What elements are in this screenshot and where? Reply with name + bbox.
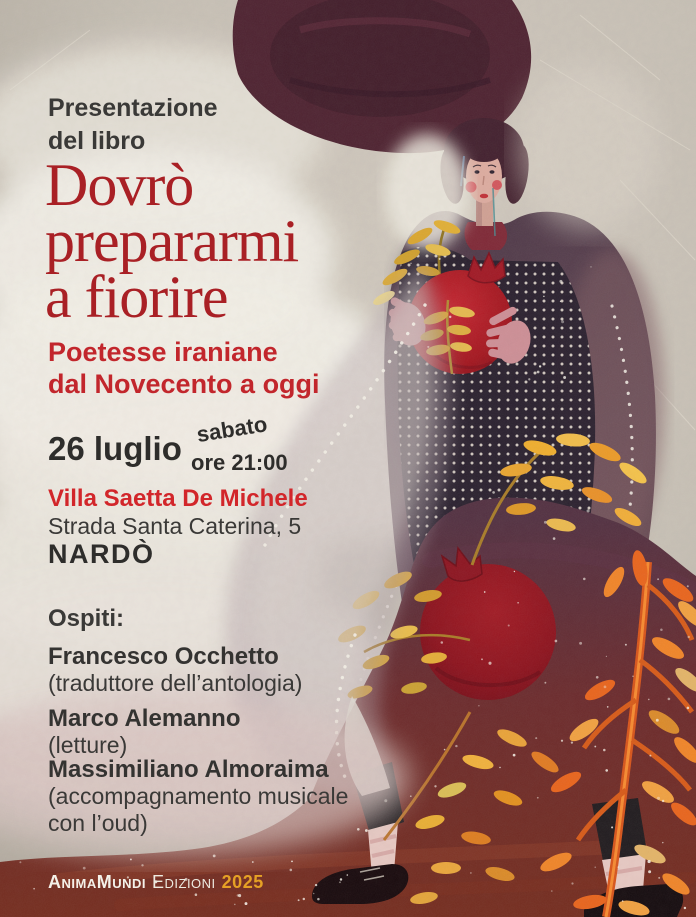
publisher-division: Edizioni [152, 872, 216, 892]
guest-name: Francesco Occhetto [48, 643, 279, 670]
guest-name: Marco Alemanno [48, 705, 241, 732]
guest-role: (letture) [48, 732, 128, 758]
event-date-row [48, 411, 288, 475]
subtitle-line2: dal Novecento a oggi [48, 369, 320, 399]
venue-name: Villa Saetta De Michele [48, 485, 308, 512]
eyebrow-line1: Presentazione [48, 94, 218, 122]
event-time: ore 21:00 [191, 450, 288, 475]
venue-address: Strada Santa Caterina, 5 [48, 513, 302, 539]
title-line2: prepararmi [45, 208, 299, 274]
guest-item [48, 643, 368, 697]
event-date: 26 luglio [48, 430, 182, 467]
publisher-credit [48, 872, 264, 893]
guests-heading: Ospiti: [48, 605, 124, 632]
guest-item [48, 705, 368, 759]
eyebrow-text [48, 92, 218, 158]
event-day-time [191, 411, 331, 476]
publisher-name: AnimaMundi [48, 872, 146, 892]
event-weekday: sabato [194, 411, 269, 448]
eyebrow-line2: del libro [48, 127, 146, 155]
guest-item [48, 756, 368, 837]
title-line1: Dovrò [45, 152, 194, 218]
title-line3: a fiorire [45, 264, 228, 330]
guest-role: (accompagnamento musicale con l’oud) [48, 783, 349, 836]
book-title [45, 152, 299, 330]
guest-role: (traduttore dell’antologia) [48, 670, 303, 696]
publisher-year: 2025 [221, 872, 264, 892]
book-subtitle [48, 336, 320, 400]
guest-name: Massimiliano Almoraima [48, 756, 329, 783]
venue-city: NARDÒ [48, 539, 155, 569]
subtitle-line1: Poetesse iraniane [48, 337, 278, 367]
